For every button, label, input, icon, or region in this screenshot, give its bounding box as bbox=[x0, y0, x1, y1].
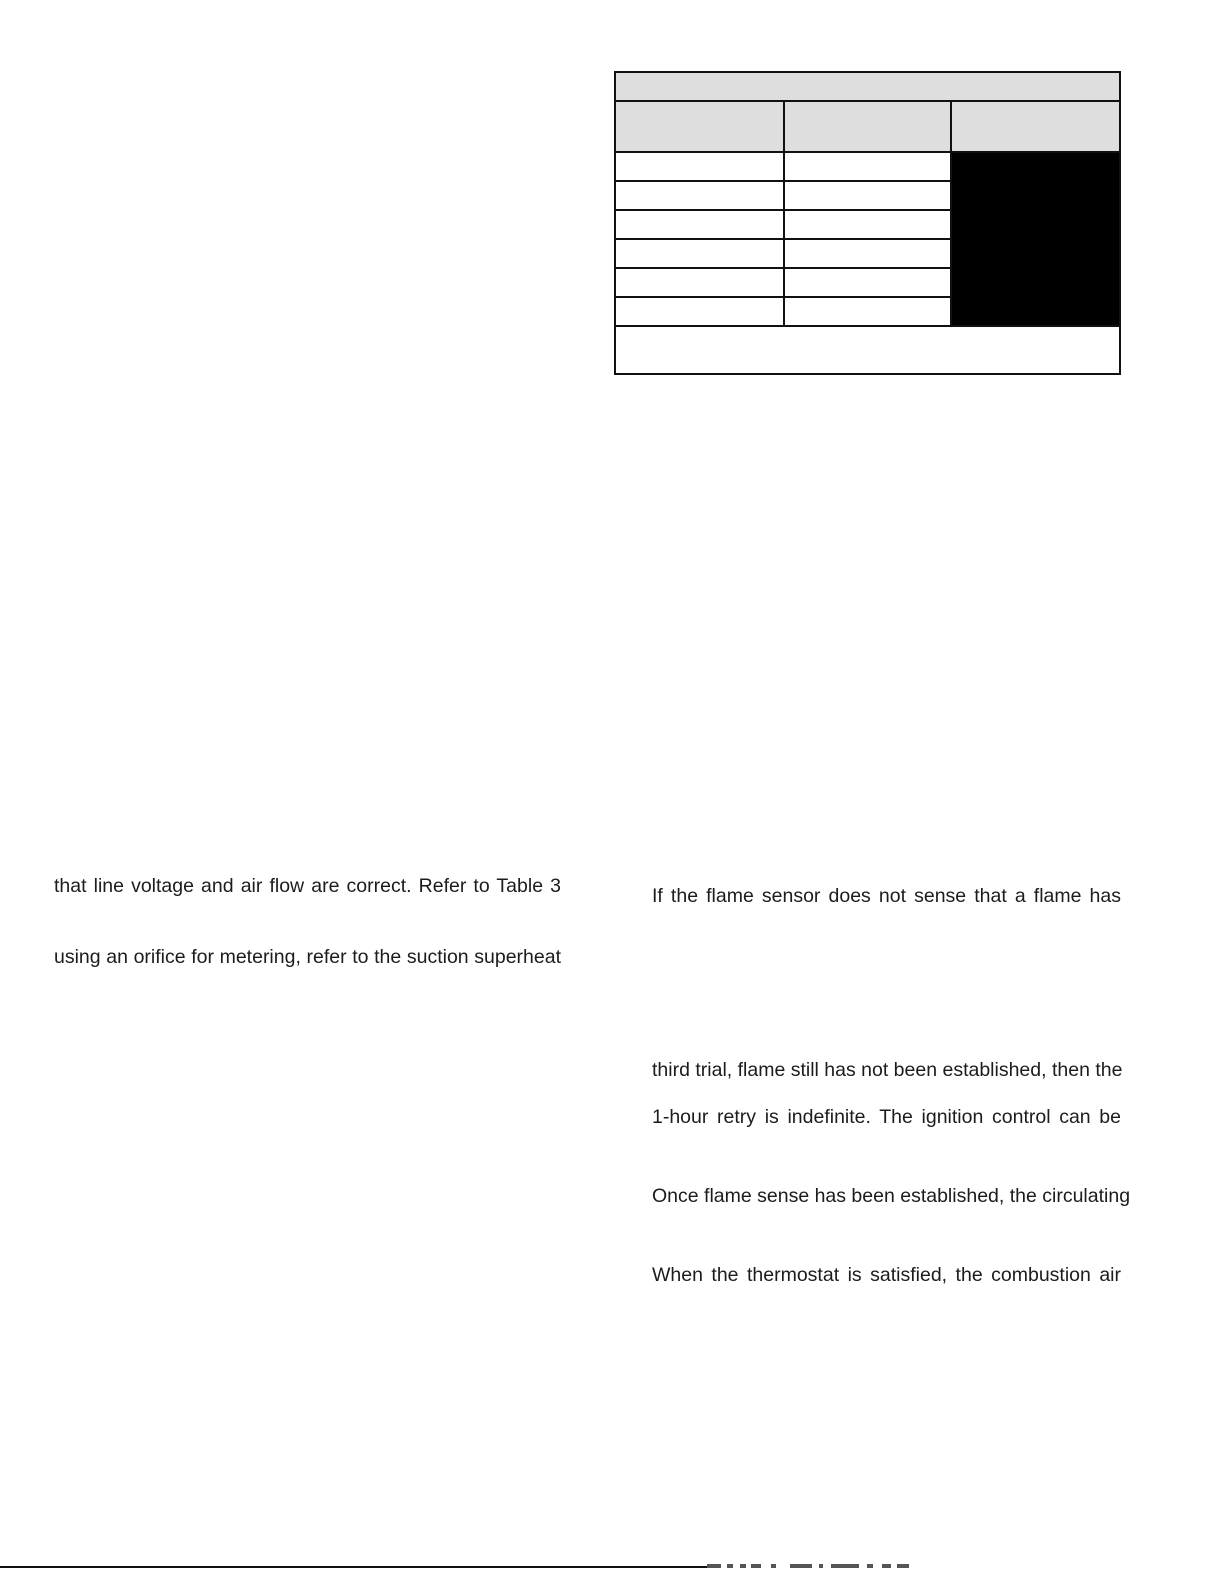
table-title-row bbox=[616, 73, 1119, 102]
table-footnote-row bbox=[616, 325, 1119, 373]
body-text-line: using an orifice for metering, refer to the suction superheat bbox=[54, 946, 561, 968]
body-text-line: third trial, flame still has not been established, then the bbox=[652, 1059, 1123, 1081]
table-header-row bbox=[616, 102, 1119, 153]
body-text-line: 1-hour retry is indefinite. The ignition control can be bbox=[652, 1106, 1121, 1128]
body-text-line: If the flame sensor does not sense that a flame has bbox=[652, 885, 1121, 907]
table-row-divider bbox=[616, 238, 952, 240]
table-row-divider bbox=[616, 296, 952, 298]
table-column-divider bbox=[783, 102, 785, 325]
table-row-divider bbox=[616, 267, 952, 269]
body-text-line: that line voltage and air flow are correct. Refer to Table 3 bbox=[54, 875, 561, 897]
body-text-line: Once flame sense has been established, the circulating bbox=[652, 1185, 1131, 1207]
footer-rule bbox=[0, 1566, 707, 1568]
table-merged-black-cell bbox=[952, 153, 1119, 325]
table-row-divider bbox=[616, 209, 952, 211]
footer-cropped-text bbox=[707, 1564, 927, 1570]
spec-table bbox=[614, 71, 1121, 375]
table-row-divider bbox=[616, 180, 952, 182]
body-text-line: When the thermostat is satisfied, the combustion air bbox=[652, 1264, 1121, 1286]
